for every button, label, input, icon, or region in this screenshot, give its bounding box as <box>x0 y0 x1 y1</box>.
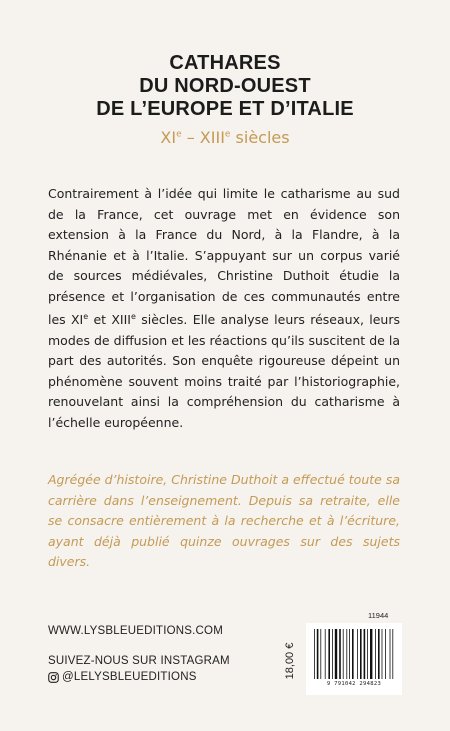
book-subtitle <box>0 128 450 147</box>
barcode-bar <box>382 629 383 679</box>
barcode-bar <box>328 629 330 679</box>
barcode-bar <box>317 629 319 679</box>
barcode-bar <box>349 629 350 679</box>
reference-code: 11944 <box>368 611 389 620</box>
price-label <box>279 630 301 692</box>
summary-sup-1: e <box>83 312 89 321</box>
summary-part-1: Contrairement à l’idée qui limite le catharisme au sud de la France, cet ouvrage met en évidence son extension à la France du Nord, à la Flandre, à la Rhénanie et à l’Italie. S’appuyant sur un corpus varié de sources médiévales, Christine Duthoit étudie la présence et l’organisation de ces communautés entre les XI <box>48 186 400 328</box>
summary-part-2: et XIII <box>88 312 131 328</box>
barcode-bar <box>335 629 337 679</box>
barcode-bar <box>390 629 391 679</box>
barcode-bar <box>378 629 380 679</box>
barcode-bar <box>375 629 376 679</box>
price-text: 18,00 € <box>284 642 296 680</box>
subtitle-sup-2: e <box>224 129 231 140</box>
barcode-bar <box>392 629 393 679</box>
publisher-website[interactable]: WWW.LYSBLEUEDITIONS.COM <box>48 625 223 637</box>
barcode-bar <box>352 629 354 679</box>
author-bio: Agrégée d’histoire, Christine Duthoit a effectué toute sa carrière dans l’enseignement. Depuis sa retraite, elle se consacre entièrement à la recherche et à l’écriture, ayant déjà publié quinze ouvrages sur des sujets divers. <box>48 472 400 569</box>
barcode-bar <box>343 629 344 679</box>
barcode-bar <box>364 629 366 679</box>
instagram-handle-row[interactable] <box>48 671 197 683</box>
summary-sup-2: e <box>130 312 136 321</box>
barcode-bar <box>385 629 386 679</box>
barcode-bar <box>314 629 315 679</box>
instagram-handle: @LELYSBLEUEDITIONS <box>62 671 197 683</box>
subtitle-from: XI <box>160 128 177 147</box>
subtitle-suffix: siècles <box>230 128 290 147</box>
barcode-image <box>313 629 395 679</box>
barcode-bar <box>320 629 321 679</box>
instagram-icon <box>48 672 59 683</box>
title-line-1: CATHARES <box>169 52 281 74</box>
barcode-panel <box>306 623 402 695</box>
barcode-bar <box>357 629 358 679</box>
barcode-bar <box>367 629 368 679</box>
instagram-follow-label: SUIVEZ-NOUS SUR INSTAGRAM <box>48 655 230 667</box>
barcode-bar <box>370 629 372 679</box>
barcode-bar <box>339 629 341 679</box>
subtitle-sep: – XIII <box>181 128 225 147</box>
subtitle-sup-1: e <box>176 129 182 140</box>
barcode-bar <box>325 629 326 679</box>
book-summary <box>48 184 400 433</box>
title-line-2: DU NORD-OUEST <box>139 75 311 97</box>
book-title <box>0 52 450 121</box>
barcode-bar <box>332 629 333 679</box>
barcode-bar <box>360 629 362 679</box>
summary-part-3: siècles. Elle analyse leurs réseaux, leurs modes de diffusion et les réactions qu’ils suscitent de la part des autorités. Son enquête rigoureuse dépeint un phénomène souvent moins traité par l’historiographie, renouvelant ainsi la compréhension du catharisme à l’échelle européenne. <box>48 312 400 430</box>
title-line-3: DE L’EUROPE ET D’ITALIE <box>96 98 354 120</box>
isbn-digits: 9 791042 294823 <box>326 681 382 687</box>
barcode-bar <box>346 629 347 679</box>
